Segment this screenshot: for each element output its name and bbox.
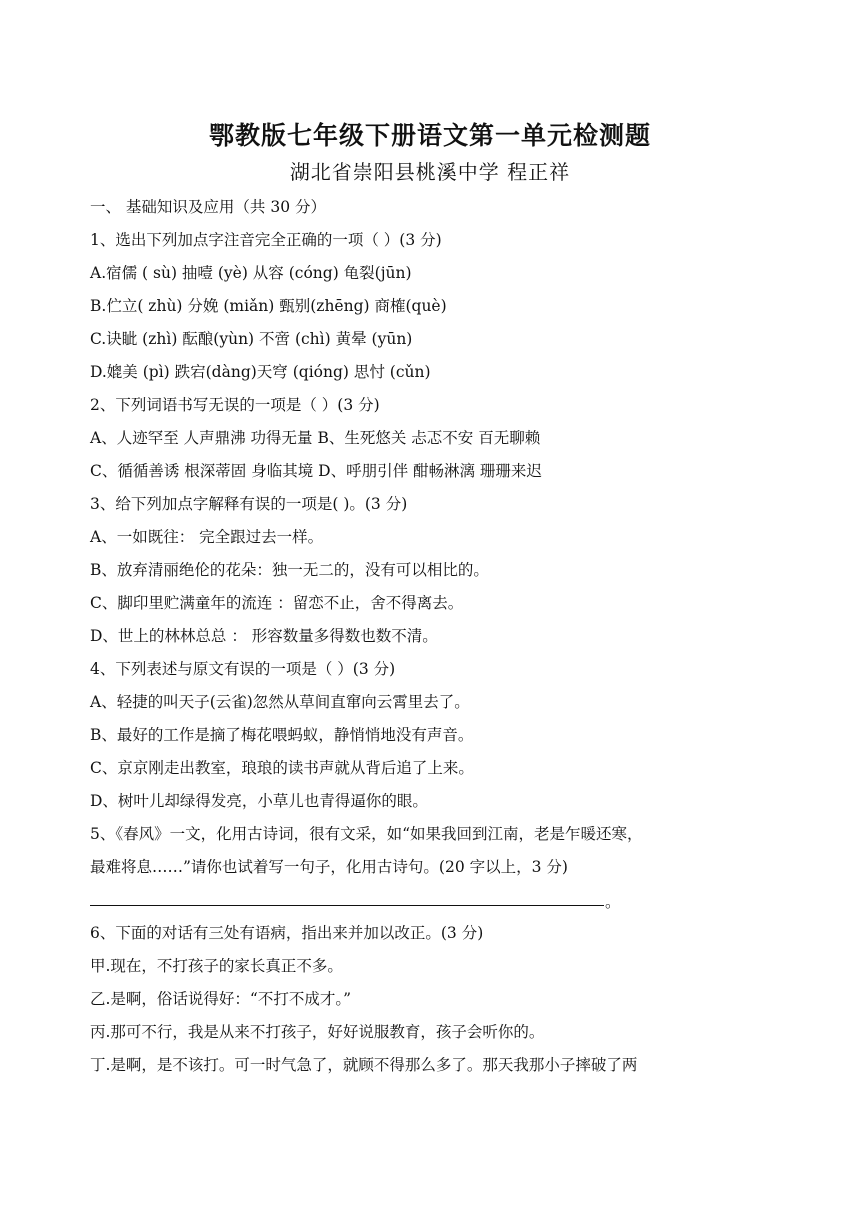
question-5-line-2: 最难将息……”请你也试着写一句子，化用古诗句。(20 字以上，3 分) — [90, 858, 568, 876]
question-1-option-b: B.伫立( zhù) 分娩 (miǎn) 甄别(zhēng) 商榷(què) — [90, 297, 447, 315]
question-3-option-a: A、一如既往： 完全跟过去一样。 — [90, 528, 324, 546]
question-6-stem: 6、下面的对话有三处有语病，指出来并加以改正。(3 分) — [90, 924, 484, 942]
question-3-stem: 3、给下列加点字解释有误的一项是( )。(3 分) — [90, 495, 408, 513]
answer-blank-period: 。 — [605, 893, 621, 911]
question-1-option-a: A.宿儒 ( sù) 抽噎 (yè) 从容 (cóng) 龟裂(jūn) — [90, 264, 412, 282]
question-4-option-b: B、最好的工作是摘了梅花喂蚂蚁，静悄悄地没有声音。 — [90, 726, 474, 744]
question-4-option-a: A、轻捷的叫天子(云雀)忽然从草间直窜向云霄里去了。 — [90, 693, 470, 711]
author-line: 湖北省崇阳县桃溪中学 程正祥 — [289, 160, 571, 184]
question-1-option-d: D.媲美 (pì) 跌宕(dàng)天穹 (qióng) 思忖 (cǔn) — [90, 363, 431, 381]
dialogue-line-jia: 甲.现在，不打孩子的家长真正不多。 — [90, 957, 343, 975]
answer-blank-line[interactable] — [90, 905, 604, 906]
dialogue-line-ding: 丁.是啊，是不该打。可一时气急了，就顾不得那么多了。那天我那小子摔破了两 — [90, 1056, 638, 1074]
question-3-option-c: C、脚印里贮满童年的流连 ：留恋不止，舍不得离去。 — [90, 594, 464, 612]
document-title: 鄂教版七年级下册语文第一单元检测题 — [208, 121, 651, 150]
question-4-option-c: C、京京刚走出教室，琅琅的读书声就从背后追了上来。 — [90, 759, 474, 777]
dialogue-line-yi: 乙.是啊，俗话说得好：“不打不成才。” — [90, 990, 352, 1008]
question-2-stem: 2、下列词语书写无误的一项是（ ）(3 分) — [90, 396, 380, 414]
dialogue-line-bing: 丙.那可不行，我是从来不打孩子，好好说服教育，孩子会听你的。 — [90, 1023, 545, 1041]
question-3-option-b: B、放弃清丽绝伦的花朵：独一无二的，没有可以相比的。 — [90, 561, 489, 579]
question-4-stem: 4、下列表述与原文有误的一项是（ ）(3 分) — [90, 660, 396, 678]
section-heading: 一、 基础知识及应用（共 30 分） — [90, 198, 327, 216]
question-2-options-cd: C、循循善诱 根深蒂固 身临其境 D、呼朋引伴 酣畅淋漓 珊珊来迟 — [90, 462, 542, 480]
question-2-options-ab: A、人迹罕至 人声鼎沸 功得无量 B、生死悠关 忐忑不安 百无聊赖 — [90, 429, 541, 447]
question-3-option-d: D、世上的林林总总 ： 形容数量多得数也数不清。 — [90, 627, 438, 645]
question-5-line-1: 5、《春风》一文，化用古诗词，很有文采，如“如果我回到江南，老是乍暖还寒， — [90, 825, 643, 843]
question-4-option-d: D、树叶儿却绿得发亮，小草儿也青得逼你的眼。 — [90, 792, 428, 810]
question-1-stem: 1、选出下列加点字注音完全正确的一项（ ）(3 分) — [90, 231, 442, 249]
question-1-option-c: C.诀眦 (zhì) 酝酿(yùn) 不啻 (chì) 黄晕 (yūn) — [90, 330, 413, 348]
